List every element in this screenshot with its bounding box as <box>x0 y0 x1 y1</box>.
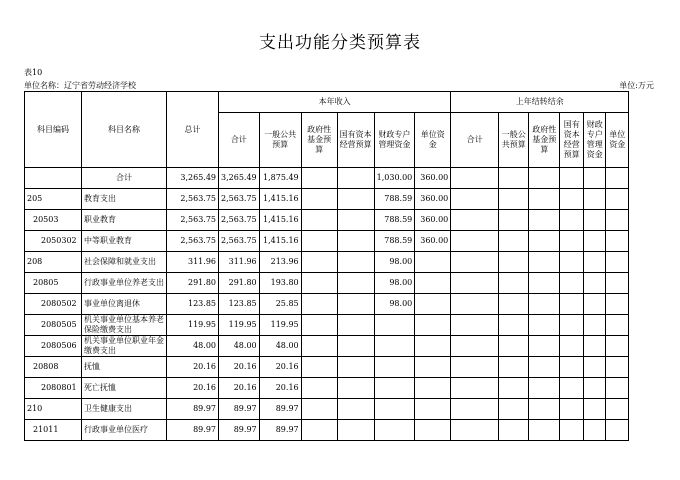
header-name: 科目名称 <box>82 92 167 168</box>
cell-sub-total: 89.97 <box>219 399 260 420</box>
cell-sub-total: 89.97 <box>219 420 260 441</box>
cell-carryover-gov-fund <box>529 168 560 189</box>
cell-total: 89.97 <box>167 399 219 420</box>
cell-carryover-gov-fund <box>529 252 560 273</box>
cell-general-budget: 1,875.49 <box>259 168 301 189</box>
table-row <box>25 315 629 336</box>
cell-sub-total: 20.16 <box>219 378 260 399</box>
cell-state-capital <box>337 210 374 231</box>
cell-code: 2050302 <box>25 231 82 252</box>
cell-gov-fund <box>301 336 337 357</box>
header-total: 总计 <box>167 92 219 168</box>
cell-carryover-gov-fund <box>529 294 560 315</box>
cell-name: 机关事业单位基本养老保险缴费支出 <box>82 315 167 336</box>
cell-gov-fund <box>301 399 337 420</box>
cell-carryover-sub-total <box>451 189 499 210</box>
cell-state-capital <box>337 420 374 441</box>
cell-carryover-unit-fund <box>606 168 629 189</box>
cell-total: 20.16 <box>167 378 219 399</box>
cell-name: 社会保障和就业支出 <box>82 252 167 273</box>
cell-carryover-general-budget <box>499 336 529 357</box>
unit-name: 单位名称：辽宁省劳动经济学校 <box>24 81 136 90</box>
cell-carryover-unit-fund <box>606 210 629 231</box>
cell-state-capital <box>337 168 374 189</box>
cell-gov-fund <box>301 273 337 294</box>
cell-fiscal-special: 98.00 <box>374 252 415 273</box>
cell-unit-fund <box>415 357 451 378</box>
cell-carryover-state-capital <box>560 273 584 294</box>
cell-carryover-gov-fund <box>529 231 560 252</box>
cell-carryover-general-budget <box>499 399 529 420</box>
cell-carryover-sub-total <box>451 231 499 252</box>
cell-total: 2,563.75 <box>167 231 219 252</box>
cell-carryover-state-capital <box>560 420 584 441</box>
cell-code: 20805 <box>25 273 82 294</box>
cell-sub-total: 2,563.75 <box>219 189 260 210</box>
cell-carryover-fiscal-special <box>584 357 606 378</box>
cell-general-budget: 1,415.16 <box>259 189 301 210</box>
cell-carryover-sub-total <box>451 336 499 357</box>
cell-carryover-unit-fund <box>606 357 629 378</box>
table-row <box>25 294 629 315</box>
cell-carryover-unit-fund <box>606 231 629 252</box>
cell-sub-total: 3,265.49 <box>219 168 260 189</box>
table-row <box>25 168 629 189</box>
cell-gov-fund <box>301 252 337 273</box>
cell-gov-fund <box>301 210 337 231</box>
cell-name: 行政事业单位医疗 <box>82 420 167 441</box>
cell-unit-fund: 360.00 <box>415 210 451 231</box>
cell-carryover-sub-total <box>451 252 499 273</box>
cell-carryover-gov-fund <box>529 378 560 399</box>
header-general-budget: 一般公共预算 <box>259 113 301 168</box>
cell-total: 89.97 <box>167 420 219 441</box>
cell-general-budget: 1,415.16 <box>259 210 301 231</box>
cell-sub-total: 291.80 <box>219 273 260 294</box>
cell-carryover-sub-total <box>451 210 499 231</box>
page-title: 支出功能分类预算表 <box>259 33 421 53</box>
cell-carryover-sub-total <box>451 420 499 441</box>
cell-carryover-sub-total <box>451 315 499 336</box>
cell-general-budget: 119.95 <box>259 315 301 336</box>
table-row <box>25 399 629 420</box>
cell-unit-fund <box>415 252 451 273</box>
cell-state-capital <box>337 336 374 357</box>
table-row <box>25 210 629 231</box>
cell-code: 2080801 <box>25 378 82 399</box>
cell-fiscal-special <box>374 420 415 441</box>
cell-carryover-fiscal-special <box>584 336 606 357</box>
cell-total: 48.00 <box>167 336 219 357</box>
cell-carryover-fiscal-special <box>584 378 606 399</box>
cell-carryover-state-capital <box>560 378 584 399</box>
cell-carryover-sub-total <box>451 168 499 189</box>
cell-name: 职业教育 <box>82 210 167 231</box>
header-sub-total: 合计 <box>219 113 260 168</box>
cell-total: 311.96 <box>167 252 219 273</box>
cell-general-budget: 193.80 <box>259 273 301 294</box>
cell-general-budget: 1,415.16 <box>259 231 301 252</box>
cell-carryover-fiscal-special <box>584 420 606 441</box>
cell-unit-fund <box>415 294 451 315</box>
table-row <box>25 357 629 378</box>
cell-carryover-unit-fund <box>606 420 629 441</box>
cell-carryover-general-budget <box>499 294 529 315</box>
cell-name: 合计 <box>82 168 167 189</box>
cell-sub-total: 119.95 <box>219 315 260 336</box>
cell-fiscal-special <box>374 315 415 336</box>
cell-carryover-state-capital <box>560 336 584 357</box>
cell-carryover-state-capital <box>560 189 584 210</box>
table-row <box>25 252 629 273</box>
cell-carryover-unit-fund <box>606 315 629 336</box>
cell-name: 死亡抚恤 <box>82 378 167 399</box>
cell-unit-fund: 360.00 <box>415 168 451 189</box>
cell-gov-fund <box>301 315 337 336</box>
header-code: 科目编码 <box>25 92 82 168</box>
cell-state-capital <box>337 315 374 336</box>
cell-carryover-sub-total <box>451 294 499 315</box>
cell-code: 20808 <box>25 357 82 378</box>
cell-sub-total: 311.96 <box>219 252 260 273</box>
cell-fiscal-special: 788.59 <box>374 189 415 210</box>
cell-general-budget: 48.00 <box>259 336 301 357</box>
cell-carryover-unit-fund <box>606 378 629 399</box>
header-carryover-state-capital: 国有资本经营预算 <box>560 113 584 168</box>
cell-unit-fund: 360.00 <box>415 189 451 210</box>
cell-general-budget: 89.97 <box>259 399 301 420</box>
cell-general-budget: 89.97 <box>259 420 301 441</box>
cell-state-capital <box>337 294 374 315</box>
cell-carryover-general-budget <box>499 315 529 336</box>
cell-fiscal-special <box>374 399 415 420</box>
cell-unit-fund <box>415 378 451 399</box>
cell-carryover-unit-fund <box>606 189 629 210</box>
cell-state-capital <box>337 399 374 420</box>
cell-fiscal-special: 788.59 <box>374 231 415 252</box>
cell-sub-total: 48.00 <box>219 336 260 357</box>
cell-carryover-general-budget <box>499 210 529 231</box>
cell-fiscal-special <box>374 336 415 357</box>
cell-total: 123.85 <box>167 294 219 315</box>
cell-fiscal-special <box>374 378 415 399</box>
cell-carryover-fiscal-special <box>584 273 606 294</box>
cell-fiscal-special: 98.00 <box>374 273 415 294</box>
cell-carryover-gov-fund <box>529 273 560 294</box>
cell-sub-total: 2,563.75 <box>219 210 260 231</box>
cell-carryover-state-capital <box>560 357 584 378</box>
cell-carryover-sub-total <box>451 378 499 399</box>
cell-carryover-gov-fund <box>529 420 560 441</box>
cell-total: 2,563.75 <box>167 210 219 231</box>
cell-carryover-sub-total <box>451 357 499 378</box>
cell-unit-fund <box>415 273 451 294</box>
cell-carryover-fiscal-special <box>584 252 606 273</box>
cell-carryover-general-budget <box>499 189 529 210</box>
unit-label: 单位:万元 <box>619 81 654 90</box>
cell-unit-fund <box>415 315 451 336</box>
cell-code <box>25 168 82 189</box>
cell-sub-total: 123.85 <box>219 294 260 315</box>
cell-total: 119.95 <box>167 315 219 336</box>
cell-general-budget: 25.85 <box>259 294 301 315</box>
cell-unit-fund <box>415 420 451 441</box>
header-carryover-gov-fund: 政府性基金预算 <box>529 113 560 168</box>
cell-state-capital <box>337 378 374 399</box>
cell-code: 2080502 <box>25 294 82 315</box>
cell-general-budget: 20.16 <box>259 378 301 399</box>
header-current-income: 本年收入 <box>219 92 451 113</box>
cell-carryover-fiscal-special <box>584 210 606 231</box>
cell-total: 2,563.75 <box>167 189 219 210</box>
cell-state-capital <box>337 252 374 273</box>
cell-carryover-fiscal-special <box>584 294 606 315</box>
cell-carryover-fiscal-special <box>584 231 606 252</box>
cell-fiscal-special: 98.00 <box>374 294 415 315</box>
cell-name: 教育支出 <box>82 189 167 210</box>
cell-total: 291.80 <box>167 273 219 294</box>
cell-code: 21011 <box>25 420 82 441</box>
cell-unit-fund <box>415 399 451 420</box>
cell-carryover-fiscal-special <box>584 189 606 210</box>
header-carryover-fiscal-special: 财政专户管理资金 <box>584 113 606 168</box>
cell-unit-fund <box>415 336 451 357</box>
cell-unit-fund: 360.00 <box>415 231 451 252</box>
cell-total: 3,265.49 <box>167 168 219 189</box>
cell-fiscal-special: 1,030.00 <box>374 168 415 189</box>
table-row <box>25 420 629 441</box>
cell-code: 210 <box>25 399 82 420</box>
cell-carryover-sub-total <box>451 399 499 420</box>
cell-name: 事业单位离退休 <box>82 294 167 315</box>
cell-name: 机关事业单位职业年金缴费支出 <box>82 336 167 357</box>
table-row <box>25 231 629 252</box>
cell-carryover-state-capital <box>560 315 584 336</box>
cell-carryover-general-budget <box>499 252 529 273</box>
header-gov-fund: 政府性基金预算 <box>301 113 337 168</box>
header-fiscal-special: 财政专户管理资金 <box>374 113 415 168</box>
cell-total: 20.16 <box>167 357 219 378</box>
cell-carryover-gov-fund <box>529 336 560 357</box>
cell-carryover-state-capital <box>560 210 584 231</box>
header-state-capital: 国有资本经营预算 <box>337 113 374 168</box>
cell-carryover-fiscal-special <box>584 315 606 336</box>
cell-carryover-fiscal-special <box>584 399 606 420</box>
cell-name: 行政事业单位养老支出 <box>82 273 167 294</box>
cell-carryover-general-budget <box>499 357 529 378</box>
header-unit-fund: 单位资金 <box>415 113 451 168</box>
cell-general-budget: 213.96 <box>259 252 301 273</box>
table-row <box>25 189 629 210</box>
table-row <box>25 336 629 357</box>
cell-carryover-gov-fund <box>529 189 560 210</box>
cell-state-capital <box>337 231 374 252</box>
cell-general-budget: 20.16 <box>259 357 301 378</box>
cell-carryover-gov-fund <box>529 315 560 336</box>
cell-code: 205 <box>25 189 82 210</box>
cell-gov-fund <box>301 231 337 252</box>
cell-carryover-unit-fund <box>606 294 629 315</box>
cell-state-capital <box>337 273 374 294</box>
table-row <box>25 273 629 294</box>
cell-carryover-general-budget <box>499 231 529 252</box>
cell-carryover-general-budget <box>499 168 529 189</box>
cell-gov-fund <box>301 420 337 441</box>
cell-gov-fund <box>301 168 337 189</box>
cell-fiscal-special: 788.59 <box>374 210 415 231</box>
cell-gov-fund <box>301 378 337 399</box>
table-number: 表10 <box>24 68 43 77</box>
cell-carryover-gov-fund <box>529 399 560 420</box>
table-row <box>25 378 629 399</box>
cell-sub-total: 20.16 <box>219 357 260 378</box>
header-carryover-general-budget: 一般公共预算 <box>499 113 529 168</box>
cell-carryover-fiscal-special <box>584 168 606 189</box>
cell-carryover-unit-fund <box>606 273 629 294</box>
cell-name: 中等职业教育 <box>82 231 167 252</box>
cell-carryover-unit-fund <box>606 336 629 357</box>
cell-gov-fund <box>301 189 337 210</box>
cell-code: 20503 <box>25 210 82 231</box>
cell-carryover-sub-total <box>451 273 499 294</box>
cell-name: 卫生健康支出 <box>82 399 167 420</box>
cell-code: 208 <box>25 252 82 273</box>
cell-carryover-state-capital <box>560 168 584 189</box>
cell-carryover-general-budget <box>499 378 529 399</box>
cell-name: 抚恤 <box>82 357 167 378</box>
cell-carryover-gov-fund <box>529 210 560 231</box>
cell-carryover-unit-fund <box>606 252 629 273</box>
cell-state-capital <box>337 189 374 210</box>
cell-carryover-gov-fund <box>529 357 560 378</box>
header-carryover-unit-fund: 单位资金 <box>606 113 629 168</box>
cell-code: 2080505 <box>25 315 82 336</box>
cell-gov-fund <box>301 294 337 315</box>
header-carryover-sub-total: 合计 <box>451 113 499 168</box>
cell-carryover-state-capital <box>560 252 584 273</box>
cell-carryover-state-capital <box>560 294 584 315</box>
cell-carryover-general-budget <box>499 273 529 294</box>
cell-carryover-state-capital <box>560 399 584 420</box>
header-prior-carryover: 上年结转结余 <box>451 92 629 113</box>
cell-carryover-state-capital <box>560 231 584 252</box>
cell-sub-total: 2,563.75 <box>219 231 260 252</box>
cell-state-capital <box>337 357 374 378</box>
cell-fiscal-special <box>374 357 415 378</box>
cell-gov-fund <box>301 357 337 378</box>
cell-carryover-general-budget <box>499 420 529 441</box>
cell-code: 2080506 <box>25 336 82 357</box>
budget-table <box>24 91 629 441</box>
cell-carryover-unit-fund <box>606 399 629 420</box>
